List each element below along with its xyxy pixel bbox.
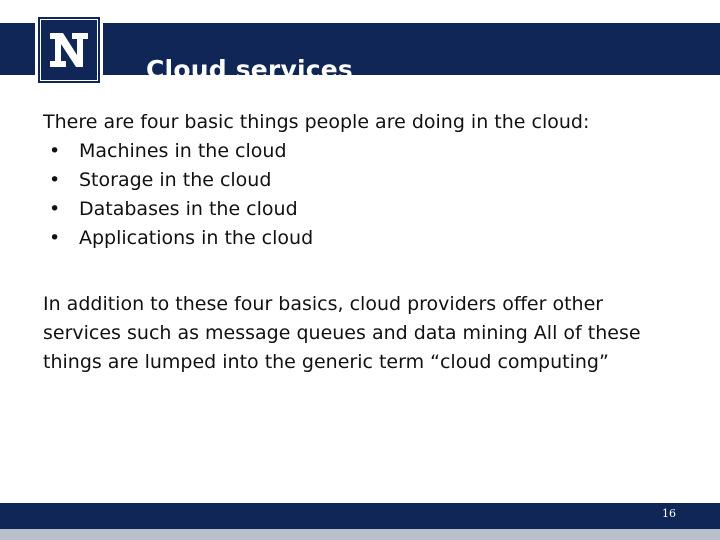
bullet-icon: • (49, 198, 61, 220)
bullet-icon: • (49, 227, 61, 249)
bullet-list (43, 137, 683, 253)
bullet-icon: • (49, 169, 61, 191)
list-item (43, 137, 683, 166)
list-item-label: Applications in the cloud (79, 227, 314, 249)
body-paragraph: In addition to these four basics, cloud providers offer other services such as message queues and data mining All of these things are lumped into the generic term “cloud computing” (43, 293, 641, 373)
bullet-icon: • (49, 140, 61, 162)
footer-strip (0, 529, 720, 540)
list-item-label: Databases in the cloud (79, 198, 298, 220)
page-number: 16 (662, 507, 676, 520)
slide-title: Cloud services (146, 55, 353, 84)
list-item (43, 166, 683, 195)
slide-body (43, 108, 683, 253)
list-item-label: Machines in the cloud (79, 140, 287, 162)
header-band (0, 23, 720, 84)
footer-band (0, 503, 720, 529)
university-logo (35, 14, 103, 86)
list-item-label: Storage in the cloud (79, 169, 272, 191)
list-item (43, 224, 683, 253)
list-item (43, 195, 683, 224)
university-n-logo-icon (48, 29, 90, 71)
intro-text: There are four basic things people are doing in the cloud: (43, 111, 590, 133)
